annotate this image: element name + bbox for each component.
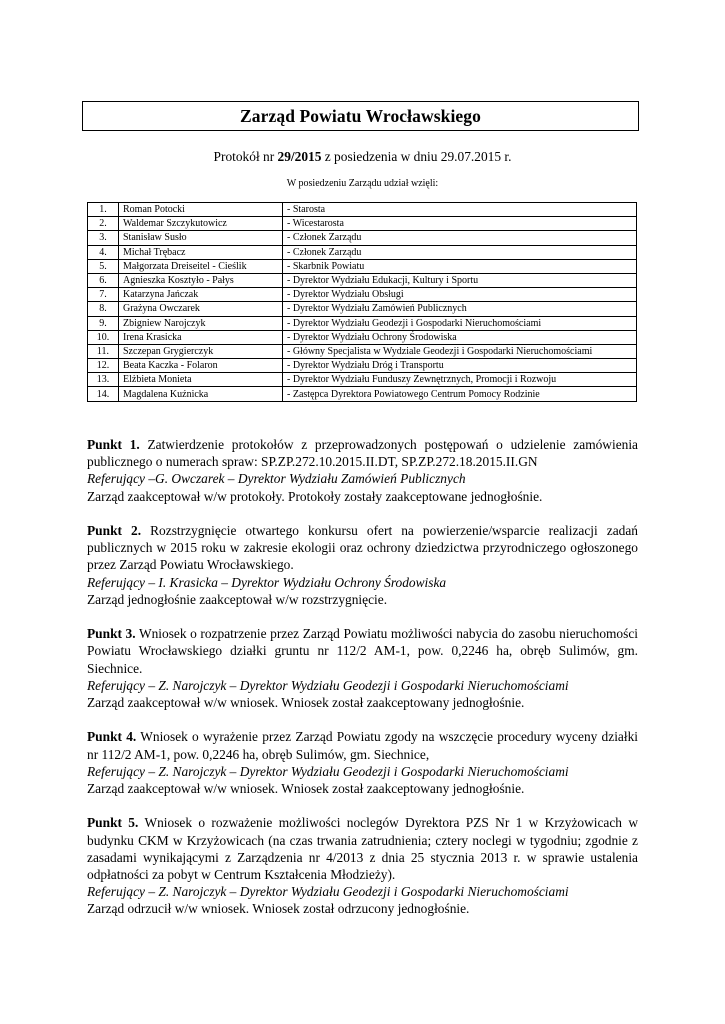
member-number: 6. bbox=[88, 273, 119, 287]
member-role: - Członek Zarządu bbox=[283, 245, 637, 259]
point-label: Punkt 1. bbox=[87, 437, 140, 452]
point-label: Punkt 2. bbox=[87, 523, 142, 538]
member-role: - Dyrektor Wydziału Ochrony Środowiska bbox=[283, 330, 637, 344]
member-name: Michał Trębacz bbox=[119, 245, 283, 259]
point-referent: Referujący – Z. Narojczyk – Dyrektor Wydziału Geodezji i Gospodarki Nieruchomościami bbox=[87, 677, 569, 693]
member-row bbox=[88, 316, 637, 330]
point-decision: Zarząd zaakceptował w/w protokoły. Protokoły zostały zaakceptowane jednogłośnie. bbox=[87, 488, 543, 504]
member-role: - Dyrektor Wydziału Funduszy Zewnętrznych, Promocji i Rozwoju bbox=[283, 373, 637, 387]
point-decision: Zarząd zaakceptował w/w wniosek. Wniosek został zaakceptowany jednogłośnie. bbox=[87, 695, 525, 711]
member-row bbox=[88, 203, 637, 217]
member-name: Grażyna Owczarek bbox=[119, 302, 283, 316]
protocol-line bbox=[0, 149, 725, 165]
member-role: - Dyrektor Wydziału Geodezji i Gospodarki Nieruchomościami bbox=[283, 316, 637, 330]
member-number: 2. bbox=[88, 217, 119, 231]
member-role: - Dyrektor Wydziału Edukacji, Kultury i Sportu bbox=[283, 273, 637, 287]
member-row bbox=[88, 387, 637, 401]
point-referent: Referujący – Z. Narojczyk – Dyrektor Wydziału Geodezji i Gospodarki Nieruchomościami bbox=[87, 763, 569, 779]
member-name: Magdalena Kuźnicka bbox=[119, 387, 283, 401]
member-name: Szczepan Grygierczyk bbox=[119, 344, 283, 358]
protocol-suffix: z posiedzenia w dniu 29.07.2015 r. bbox=[321, 149, 512, 164]
attendance-note: W posiedzeniu Zarządu udział wzięli: bbox=[286, 178, 439, 189]
member-row bbox=[88, 330, 637, 344]
point-decision: Zarząd zaakceptował w/w wniosek. Wniosek został zaakceptowany jednogłośnie. bbox=[87, 781, 525, 797]
member-role: - Główny Specjalista w Wydziale Geodezji i Gospodarki Nieruchomościami bbox=[283, 344, 637, 358]
member-number: 9. bbox=[88, 316, 119, 330]
point-referent: Referujący –G. Owczarek – Dyrektor Wydziału Zamówień Publicznych bbox=[87, 471, 466, 487]
agenda-point bbox=[87, 728, 638, 797]
member-role: - Członek Zarządu bbox=[283, 231, 637, 245]
member-role: - Dyrektor Wydziału Dróg i Transportu bbox=[283, 359, 637, 373]
member-row bbox=[88, 231, 637, 245]
point-body bbox=[87, 625, 638, 677]
member-number: 13. bbox=[88, 373, 119, 387]
page-title: Zarząd Powiatu Wrocławskiego bbox=[240, 105, 481, 126]
member-number: 3. bbox=[88, 231, 119, 245]
member-row bbox=[88, 344, 637, 358]
member-name: Katarzyna Jańczak bbox=[119, 288, 283, 302]
member-number: 5. bbox=[88, 259, 119, 273]
protocol-prefix: Protokół nr bbox=[213, 149, 278, 164]
member-name: Roman Potocki bbox=[119, 203, 283, 217]
point-text: Wniosek o rozpatrzenie przez Zarząd Powiatu możliwości nabycia do zasobu nieruchomości Powiatu Wrocławskiego działki gruntu nr 112/2 AM-1, pow. 0,2246 ha, obręb Sulimów, gm. Siechnice. bbox=[87, 626, 638, 676]
point-referent: Referujący – Z. Narojczyk – Dyrektor Wydziału Geodezji i Gospodarki Nieruchomościami bbox=[87, 884, 569, 900]
point-decision: Zarząd jednogłośnie zaakceptował w/w rozstrzygnięcie. bbox=[87, 591, 388, 607]
member-row bbox=[88, 245, 637, 259]
members-table bbox=[87, 202, 637, 402]
member-role: - Starosta bbox=[283, 203, 637, 217]
agenda-points bbox=[87, 436, 638, 935]
agenda-point bbox=[87, 436, 638, 505]
protocol-number: 29/2015 bbox=[277, 149, 322, 164]
member-name: Zbigniew Narojczyk bbox=[119, 316, 283, 330]
member-name: Stanisław Susło bbox=[119, 231, 283, 245]
point-decision: Zarząd odrzucił w/w wniosek. Wniosek został odrzucony jednogłośnie. bbox=[87, 901, 470, 917]
point-label: Punkt 3. bbox=[87, 626, 136, 642]
point-label: Punkt 4. bbox=[87, 729, 137, 745]
member-name: Małgorzata Dreiseitel - Cieślik bbox=[119, 259, 283, 273]
agenda-point bbox=[87, 625, 638, 711]
agenda-point bbox=[87, 814, 638, 917]
member-number: 4. bbox=[88, 245, 119, 259]
member-name: Waldemar Szczykutowicz bbox=[119, 217, 283, 231]
member-number: 7. bbox=[88, 288, 119, 302]
member-role: - Skarbnik Powiatu bbox=[283, 259, 637, 273]
member-role: - Zastępca Dyrektora Powiatowego Centrum Pomocy Rodzinie bbox=[283, 387, 637, 401]
member-row bbox=[88, 259, 637, 273]
member-row bbox=[88, 217, 637, 231]
point-text: Wniosek o wyrażenie przez Zarząd Powiatu zgody na wszczęcie procedury wyceny działki nr 112/2 AM-1, pow. 0,2246 ha, obręb Sulimów, gm. Siechnice, bbox=[87, 729, 638, 762]
member-row bbox=[88, 373, 637, 387]
point-body bbox=[87, 728, 638, 762]
member-role: - Dyrektor Wydziału Zamówień Publicznych bbox=[283, 302, 637, 316]
member-name: Elżbieta Monieta bbox=[119, 373, 283, 387]
point-body bbox=[87, 436, 638, 470]
member-name: Irena Krasicka bbox=[119, 330, 283, 344]
title-box bbox=[82, 101, 639, 131]
member-row bbox=[88, 273, 637, 287]
member-number: 14. bbox=[88, 387, 119, 401]
point-referent: Referujący – I. Krasicka – Dyrektor Wydziału Ochrony Środowiska bbox=[87, 574, 447, 590]
member-row bbox=[88, 288, 637, 302]
member-number: 10. bbox=[88, 330, 119, 344]
point-text: Wniosek o rozważenie możliwości noclegów Dyrektora PZS Nr 1 w Krzyżowicach w budynku CKM w Krzyżowicach (na czas trwania zatrudnienia; cztery noclegi w tygodniu; zgodnie z zasadami wynikającymi z Zarządzenia nr 4/2013 z dnia 25 stycznia 2013 r. w sprawie ustalenia odpłatności za pobyt w Centrum Kształcenia Młodzieży). bbox=[87, 815, 638, 883]
point-body bbox=[87, 814, 638, 883]
member-number: 8. bbox=[88, 302, 119, 316]
member-name: Beata Kaczka - Folaron bbox=[119, 359, 283, 373]
point-text: Zatwierdzenie protokołów z przeprowadzonych postępowań o udzielenie zamówienia publicznego o numerach spraw: SP.ZP.272.10.2015.II.DT, SP.ZP.272.18.2015.II.GN bbox=[87, 437, 638, 470]
point-text: Rozstrzygnięcie otwartego konkursu ofert na powierzenie/wsparcie realizacji zadań publicznych w 2015 roku w zakresie ekologii oraz ochrony dziedzictwa przyrodniczego ogłoszonego przez Zarząd Powiatu Wrocławskiego. bbox=[87, 523, 638, 573]
member-number: 11. bbox=[88, 344, 119, 358]
member-number: 12. bbox=[88, 359, 119, 373]
member-row bbox=[88, 302, 637, 316]
point-label: Punkt 5. bbox=[87, 815, 139, 831]
member-number: 1. bbox=[88, 203, 119, 217]
member-row bbox=[88, 359, 637, 373]
member-role: - Wicestarosta bbox=[283, 217, 637, 231]
point-body bbox=[87, 522, 638, 574]
agenda-point bbox=[87, 522, 638, 608]
member-role: - Dyrektor Wydziału Obsługi bbox=[283, 288, 637, 302]
member-name: Agnieszka Kosztyło - Pałys bbox=[119, 273, 283, 287]
